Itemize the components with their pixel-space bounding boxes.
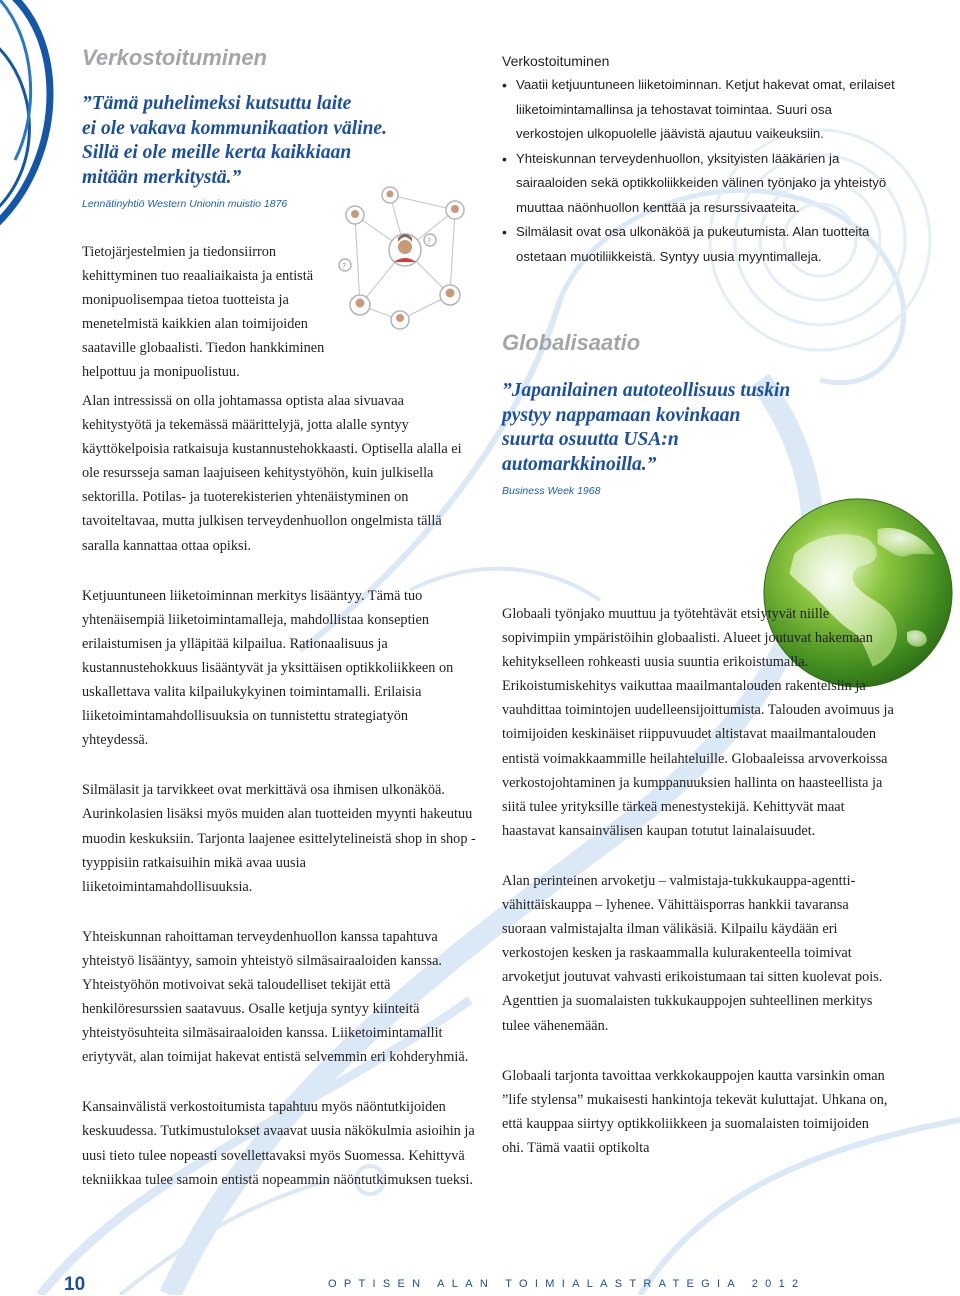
left-column [82, 44, 477, 385]
paragraph: Alan intressissä on olla johtamassa optista alaa sivuavaa kehitystyötä ja tekemässä määrittelyjä, jotta alalle syntyy käyttökelpoisia ratkaisuja kustannustehokkaasti. Optisella alalla ei ole resursseja saman laajuiseen kehitystyöhön, kuin julkisella sektorilla. Potilas- ja tuoterekisterien yhtenäistyminen on tavoiteltavaa, mutta julkisen terveydenhuollon ongelmista tällä saralla kannattaa ottaa opiksi. [82, 393, 462, 554]
paragraph: Alan perinteinen arvoketju – valmistaja-tukkukauppa-agentti-vähittäiskauppa – lyhenee. Vähittäisporras hankkii tavaransa suoraan valmistajalta ilman välikäsiä. Kilpailu käydään eri verkostojen kesken ja raskaammalla kulurakenteella toimivat arvoketjut joutuvat vahvasti erikoistumaan tai sitten kuolevat pois. Agenttien ja suomalaisten tukkukauppojen suhteellinen merkitys tulee vähenemään. [502, 872, 883, 1034]
summary-bullet-list [502, 73, 897, 269]
page-number: 10 [64, 1274, 86, 1295]
quote-source: Business Week 1968 [502, 485, 601, 497]
running-title: OPTISEN ALAN TOIMIALASTRATEGIA 2012 [328, 1278, 806, 1290]
paragraph: Ketjuuntuneen liiketoiminnan merkitys lisääntyy. Tämä tuo yhtenäisempiä liiketoimintamalleja, mahdollistaa konseptien erilaistumisen ja ylläpitää kilpailua. Rationaalisuus ja kustannustehokkuus lisääntyvät ja yksittäisen optikkoliikkeen on uskallettava valita kilpailukykyinen toimintamalli. Erilaisia liiketoimintamahdollisuuksia on tunnistettu strategiatyön yhteydessä. [82, 587, 454, 749]
quote-business-week: ”Japanilainen autoteollisuus tuskin pystyy nappamaan kovinkaan suurta osuutta USA:n automarkkinoilla.” [502, 380, 791, 475]
paragraph: Kansainvälistä verkostoitumista tapahtuu myös näöntutkijoiden keskuudessa. Tutkimustulokset avaavat uusia näkökulmia asioihin ja uusi tieto tulee nopeasti sovellettavaksi myös Suomessa. Kehittyvä tekniikkaa tulee samoin entistä nopeammin näöntutkimuksen tueksi. [82, 1099, 475, 1188]
summary-box [502, 52, 897, 269]
right-column-body [502, 602, 894, 1160]
summary-heading: Verkostoituminen [502, 53, 610, 69]
page-footer [0, 1270, 960, 1295]
quote-source: Lennätinyhtiö Western Unionin muistio 1876 [82, 198, 288, 210]
section-title-globalization: Globalisaatio [502, 330, 641, 355]
list-item: • Yhteiskunnan terveydenhuollon, yksityisten lääkärien ja sairaaloiden sekä optikkoliikkeiden välinen työnjako ja yhteistyö muuttaa näönhuollon kenttää ja resurssivaateita. [502, 147, 897, 221]
body-text-left [82, 240, 477, 385]
paragraph: Silmälasit ja tarvikkeet ovat merkittävä osa ihmisen ulkonäköä. Aurinkolasien lisäksi myös muiden alan tuotteiden myynti hakeutuu muodin keskuksiin. Tarjonta laajenee esittelytelineistä shop in shop -tyyppisiin ratkaisuihin mikä avaa uusia liiketoimintamahdollisuuksia. [82, 782, 476, 895]
svg-text:?: ? [427, 237, 432, 246]
paragraph: Tietojärjestelmien ja tiedonsiirron kehittyminen tuo reaaliaikaista ja entistä monipuolisempaa tietoa tuotteista ja menetelmistä kaikkien alan toimijoiden saataville globaalisti. Tiedon hankkiminen helpottuu ja monipuolistuu. [82, 244, 325, 381]
list-item: • Vaatii ketjuuntuneen liiketoiminnan. Ketjut hakevat omat, erilaiset liiketoimintamallinsa ja tehostavat toimintaa. Suuri osa verkostojen ulkopuolelle jäävistä ajautuu vaikeuksiin. [502, 73, 897, 147]
list-item: • Silmälasit ovat osa ulkonäköä ja pukeutumista. Alan tuotteita ostetaan muotiliikkeistä. Syntyy uusia myyntimalleja. [502, 220, 897, 269]
svg-text:?: ? [342, 262, 347, 271]
section-title-networking: Verkostoituminen [82, 45, 267, 70]
right-column [502, 52, 902, 497]
paragraph: Globaali tarjonta tavoittaa verkkokauppojen kautta varsinkin oman ”life stylensa” mukaisesti hankintoja tekevät kuluttajat. Uhkana on, että kauppaa siirtyy optikkoliikkeen ja suomalaisten toimijoiden ohi. Tämä vaatii optikolta [502, 1067, 888, 1156]
quote-telephone: ”Tämä puhelimeksi kutsuttu laite ei ole vakava kommunikaation väline. Sillä ei ole meille kerta kaikkiaan mitään merkitystä.” [82, 93, 387, 188]
paragraph: Globaali työnjako muuttuu ja työtehtävät etsiytyvät niille sopivimpiin ympäristöihin globaalisti. Alueet joutuvat hakemaan kehitykselleen rohkeasti uusia suuntia erikoistumalla. Erikoistumiskehitys vaikuttaa maailmantalouden rakenteisiin ja vauhdittaa toimintojen uudelleensijoittumista. Talouden avoimuus ja toimijoiden keskinäiset riippuvuudet altistavat maailmantalouden entistä voimakkaammille heilahteluille. Globaaleissa arvoverkoissa verkostojohtaminen ja kumppanuuksien hallinta on haasteellista ja siitä tulee yrityksille tärkeä menestystekijä. Kehittyvät maat haastavat kansainvälisen kaupan totutut lainalaisuudet. [502, 606, 894, 839]
paragraph: Yhteiskunnan rahoittaman terveydenhuollon kanssa tapahtuva yhteistyö lisääntyy, samoin yhteistyö silmäsairaaloiden kanssa. Yhteistyöhön motivoivat sekä taloudelliset tekijät että henkilöresurssien saatavuus. Osalle ketjuja syntyy kiinteitä yhteistyösuhteita silmäsairaaloiden kanssa. Liiketoimintamallit eriytyvät, alan toimijat hakevat entistä selvemmin eri kohderyhmiä. [82, 928, 469, 1066]
left-column-body [82, 389, 477, 1192]
